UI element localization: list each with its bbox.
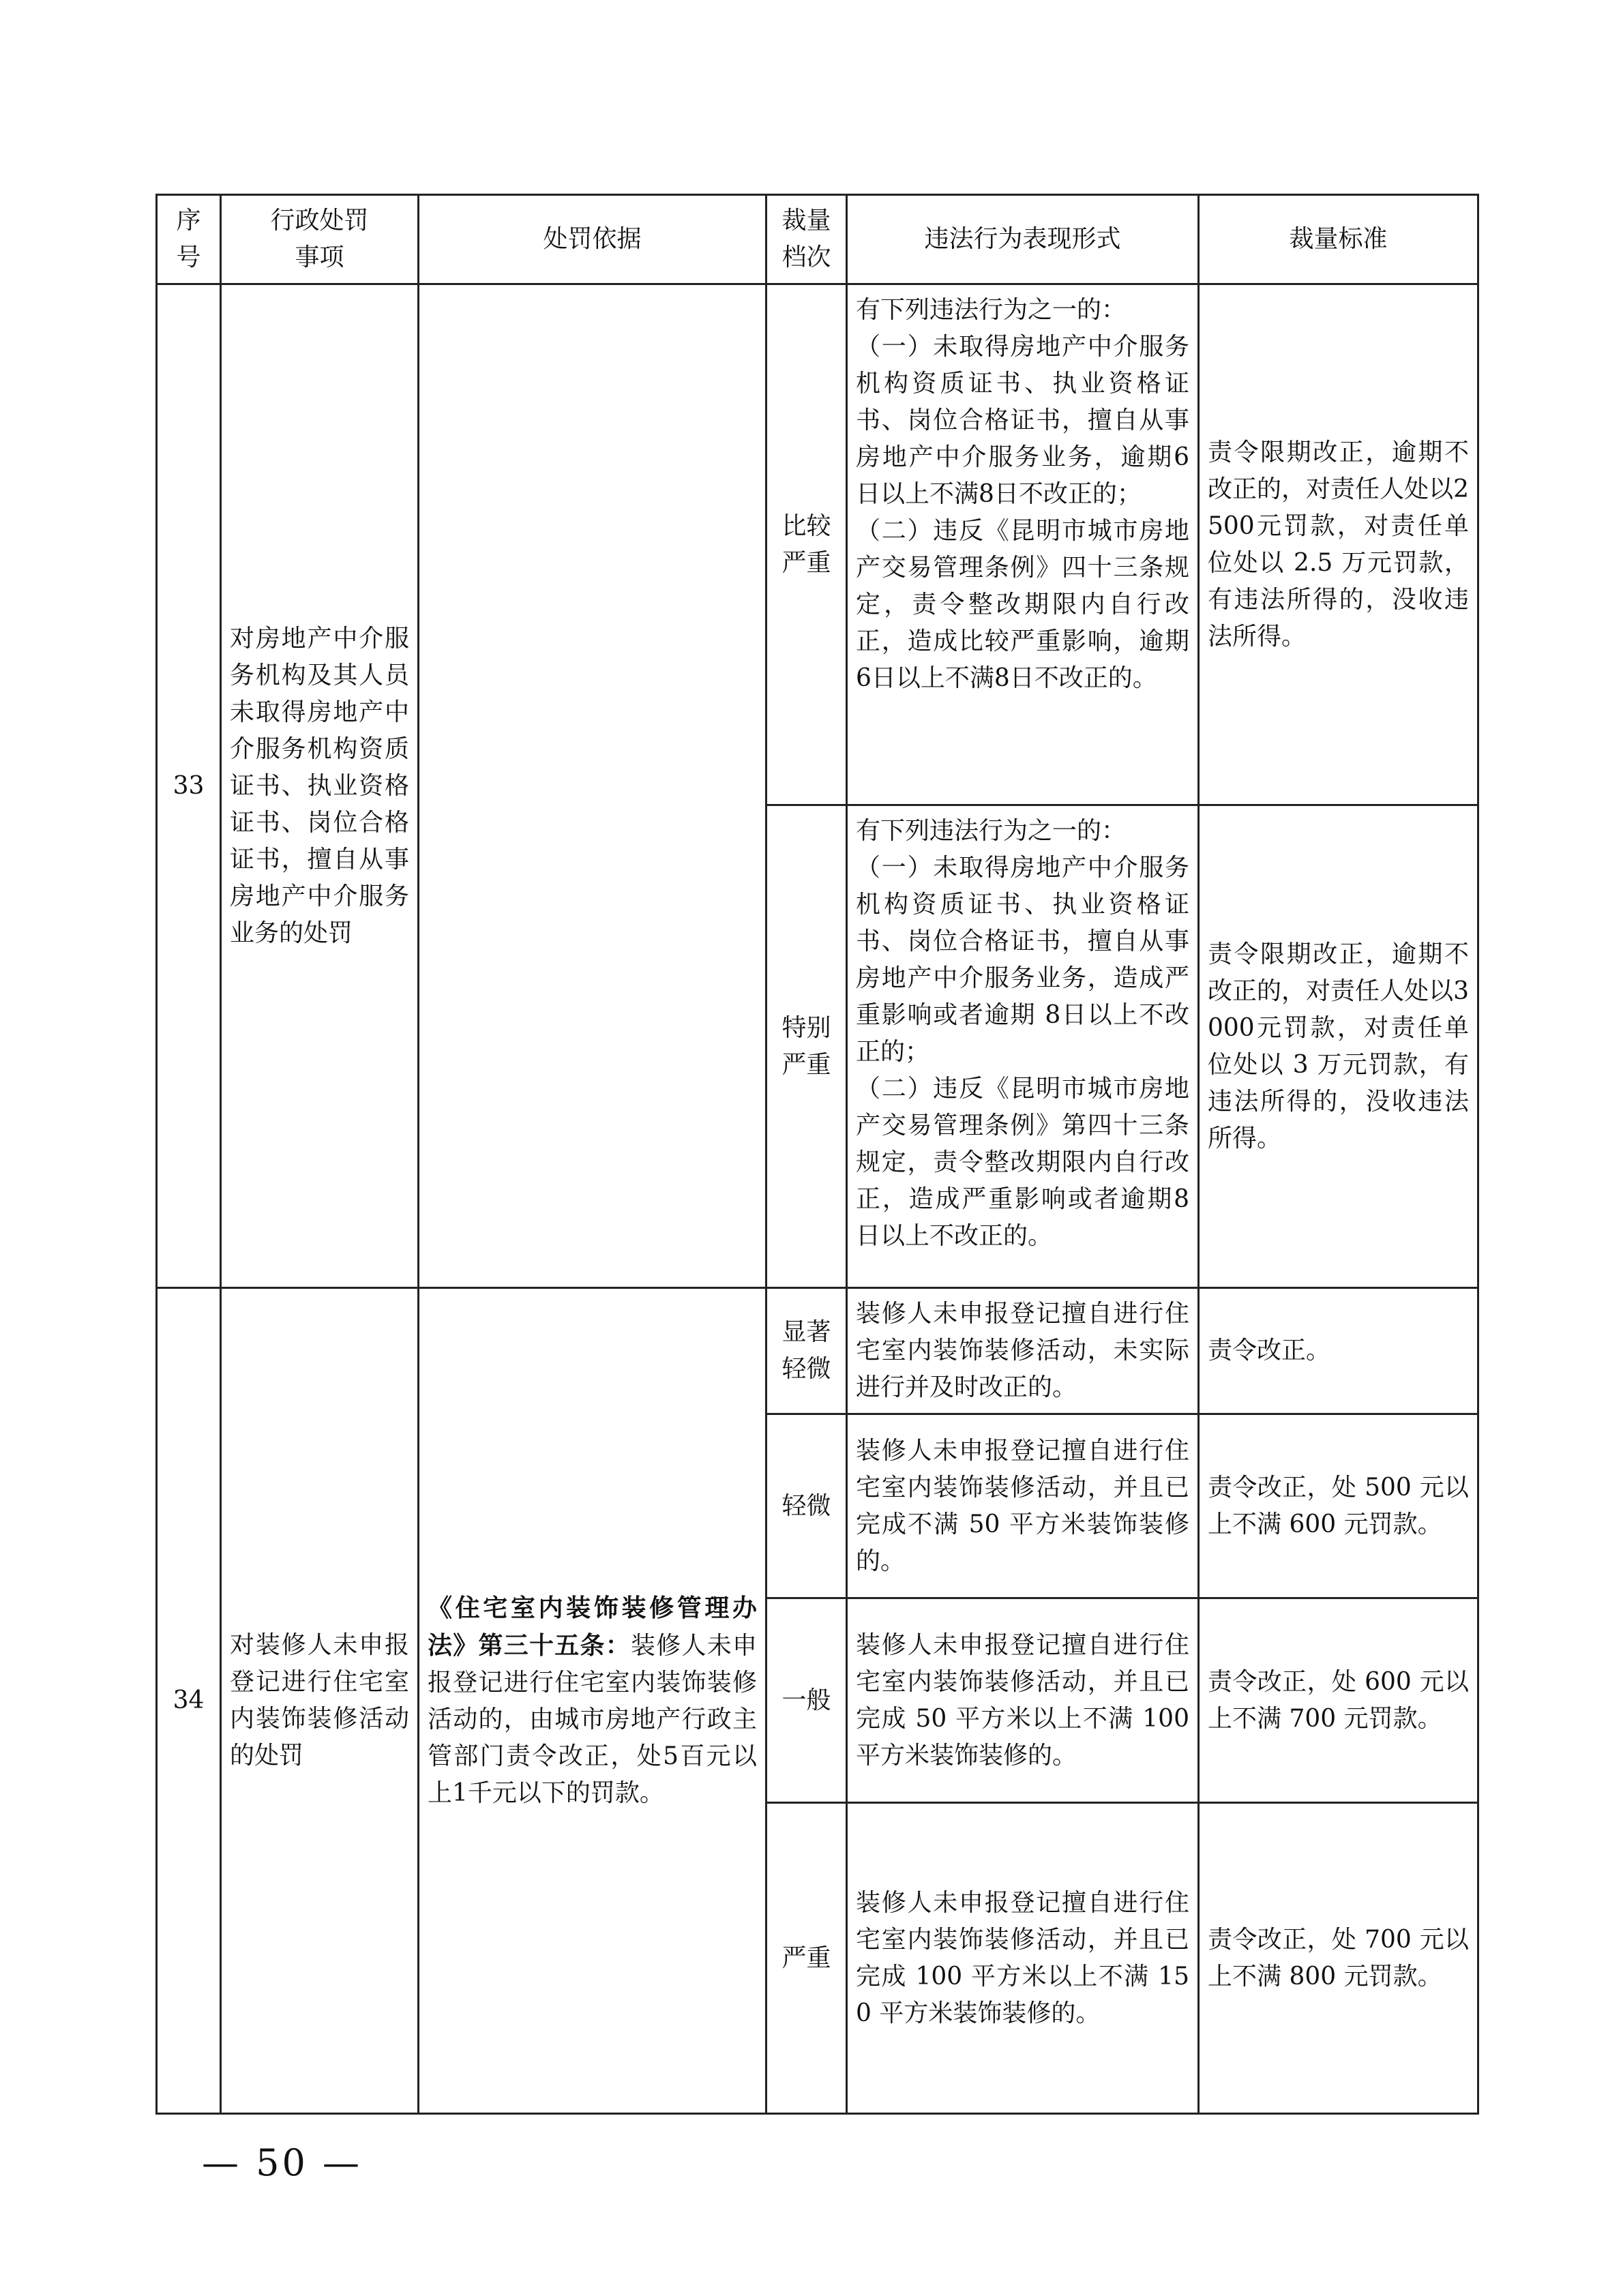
level-cell: 严重 bbox=[766, 1803, 847, 2114]
header-level: 裁量 档次 bbox=[766, 195, 847, 284]
behavior-cell: 有下列违法行为之一的： （一）未取得房地产中介服务机构资质证书、执业资格证书、岗位合格证书，擅自从事房地产中介服务业务，造成严重影响或者逾期 8日以上不改正的； （二）违反《昆明市城市房地产交易管理条例》第四十三条规定，责令整改期限内自行改正，造成严重影响或者逾期8日以上不改正的。 bbox=[847, 805, 1199, 1288]
seq-cell: 34 bbox=[157, 1288, 221, 2114]
standard-cell: 责令限期改正，逾期不改正的，对责任人处以3000元罚款，对责任单位处以 3 万元罚款，有违法所得的，没收违法所得。 bbox=[1199, 805, 1478, 1288]
basis-cell bbox=[419, 1288, 766, 2114]
level-cell: 比较 严重 bbox=[766, 284, 847, 805]
header-basis: 处罚依据 bbox=[419, 195, 766, 284]
table-row bbox=[157, 1288, 1478, 1414]
basis-law-title: 《住宅室内装饰装修管理办法》第三十五条： bbox=[428, 1594, 757, 1660]
level-cell: 一般 bbox=[766, 1598, 847, 1803]
behavior-cell: 装修人未申报登记擅自进行住宅室内装饰装修活动，并且已完成不满 50 平方米装饰装修的。 bbox=[847, 1414, 1199, 1598]
page-number: — 50 — bbox=[202, 2141, 363, 2184]
standard-cell: 责令改正，处 600 元以上不满 700 元罚款。 bbox=[1199, 1598, 1478, 1803]
item-cell: 对装修人未申报登记进行住宅室内装饰装修活动的处罚 bbox=[221, 1288, 419, 2114]
standard-cell: 责令改正，处 500 元以上不满 600 元罚款。 bbox=[1199, 1414, 1478, 1598]
level-cell: 显著 轻微 bbox=[766, 1288, 847, 1414]
table-header-row bbox=[157, 195, 1478, 284]
standard-cell: 责令改正，处 700 元以上不满 800 元罚款。 bbox=[1199, 1803, 1478, 2114]
header-behavior: 违法行为表现形式 bbox=[847, 195, 1199, 284]
header-seq: 序号 bbox=[157, 195, 221, 284]
behavior-cell: 装修人未申报登记擅自进行住宅室内装饰装修活动，未实际进行并及时改正的。 bbox=[847, 1288, 1199, 1414]
item-cell: 对房地产中介服务机构及其人员未取得房地产中介服务机构资质证书、执业资格证书、岗位合格证书，擅自从事房地产中介服务业务的处罚 bbox=[221, 284, 419, 1288]
level-cell: 特别 严重 bbox=[766, 805, 847, 1288]
behavior-cell: 有下列违法行为之一的： （一）未取得房地产中介服务机构资质证书、执业资格证书、岗位合格证书，擅自从事房地产中介服务业务，逾期6日以上不满8日不改正的； （二）违反《昆明市城市房地产交易管理条例》四十三条规定，责令整改期限内自行改正，造成比较严重影响，逾期6日以上不满8日不改正的。 bbox=[847, 284, 1199, 805]
behavior-cell: 装修人未申报登记擅自进行住宅室内装饰装修活动，并且已完成 100 平方米以上不满 150 平方米装饰装修的。 bbox=[847, 1803, 1199, 2114]
basis-cell bbox=[419, 284, 766, 1288]
table-row bbox=[157, 284, 1478, 805]
basis-law-text: 装修人未申报登记进行住宅室内装饰装修活动的，由城市房地产行政主管部门责令改正，处5百元以上1千元以下的罚款。 bbox=[428, 1632, 757, 1807]
standard-cell: 责令限期改正，逾期不改正的，对责任人处以2500元罚款，对责任单位处以 2.5 万元罚款，有违法所得的，没收违法所得。 bbox=[1199, 284, 1478, 805]
standard-cell: 责令改正。 bbox=[1199, 1288, 1478, 1414]
behavior-cell: 装修人未申报登记擅自进行住宅室内装饰装修活动，并且已完成 50 平方米以上不满 100 平方米装饰装修的。 bbox=[847, 1598, 1199, 1803]
seq-cell: 33 bbox=[157, 284, 221, 1288]
header-standard: 裁量标准 bbox=[1199, 195, 1478, 284]
level-cell: 轻微 bbox=[766, 1414, 847, 1598]
header-item: 行政处罚 事项 bbox=[221, 195, 419, 284]
penalty-discretion-table bbox=[155, 194, 1479, 2115]
